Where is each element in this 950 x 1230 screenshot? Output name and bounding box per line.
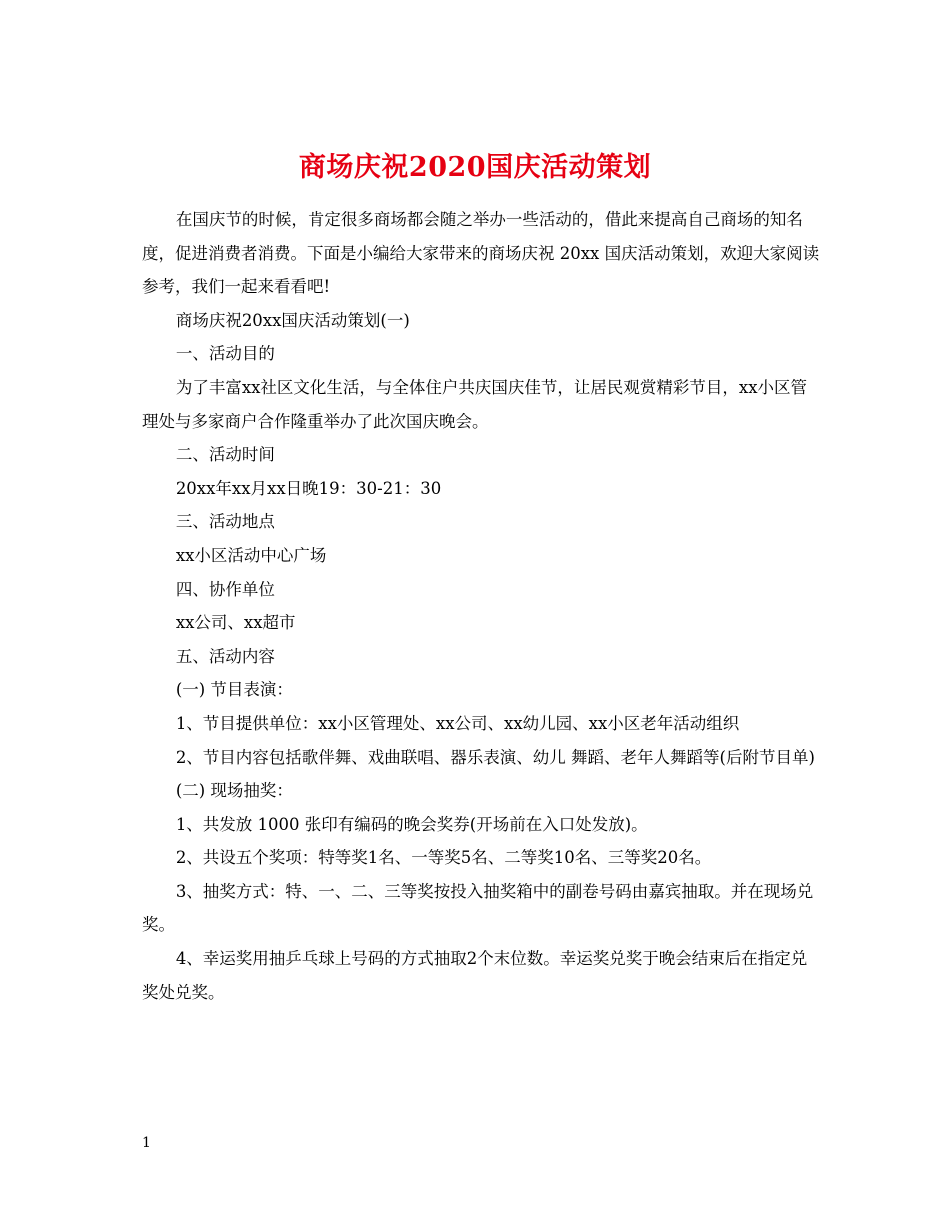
performance-item-1: 1、节目提供单位：xx小区管理处、xx公司、xx幼儿园、xx小区老年活动组织 [175, 713, 740, 733]
heading-cooperating-units: 四、协作单位 [175, 579, 275, 599]
heading-activity-location: 三、活动地点 [175, 512, 275, 532]
lottery-item-3: 3、抽奖方式：特、一、二、三等奖按投入抽奖箱中的副卷号码由嘉宾抽取。并在现场兑奖。 [142, 881, 814, 935]
intro-paragraph: 在国庆节的时候，肯定很多商场都会随之举办一些活动的，借此来提高自己商场的知名度，促进消费者消费。下面是小编给大家带来的商场庆祝 20xx 国庆活动策划，欢迎大家阅读参考，我们一起来看看吧! [142, 210, 820, 297]
performance-item-2: 2、节目内容包括歌伴舞、戏曲联唱、器乐表演、幼儿 舞蹈、老年人舞蹈等(后附节目单) [175, 747, 815, 767]
heading-activity-purpose: 一、活动目的 [175, 344, 275, 364]
lottery-item-2: 2、共设五个奖项：特等奖1名、一等奖5名、二等奖10名、三等奖20名。 [175, 848, 712, 868]
section-title-plan-one: 商场庆祝20xx国庆活动策划(一) [175, 310, 410, 330]
page-number: 1 [142, 1135, 151, 1151]
activity-time-text: 20xx年xx月xx日晚19：30-21：30 [175, 478, 442, 498]
purpose-paragraph: 为了丰富xx社区文化生活，与全体住户共庆国庆佳节，让居民观赏精彩节目，xx小区管理处与多家商户合作隆重举办了此次国庆晚会。 [142, 377, 808, 431]
lottery-item-4: 4、幸运奖用抽乒乓球上号码的方式抽取2个末位数。幸运奖兑奖于晚会结束后在指定兑奖处兑奖。 [142, 949, 808, 1002]
activity-location-text: xx小区活动中心广场 [175, 545, 327, 565]
cooperating-units-text: xx公司、xx超市 [175, 613, 296, 633]
heading-activity-content: 五、活动内容 [175, 646, 275, 666]
subheading-performance: (一) 节目表演： [175, 680, 293, 700]
document-body [142, 203, 822, 1009]
lottery-item-1: 1、共发放 1000 张印有编码的晚会奖券(开场前在入口处发放)。 [175, 814, 648, 834]
subheading-lottery: (二) 现场抽奖： [175, 781, 293, 801]
document-title: 商场庆祝2020国庆活动策划 [298, 152, 652, 184]
heading-activity-time: 二、活动时间 [175, 445, 275, 465]
